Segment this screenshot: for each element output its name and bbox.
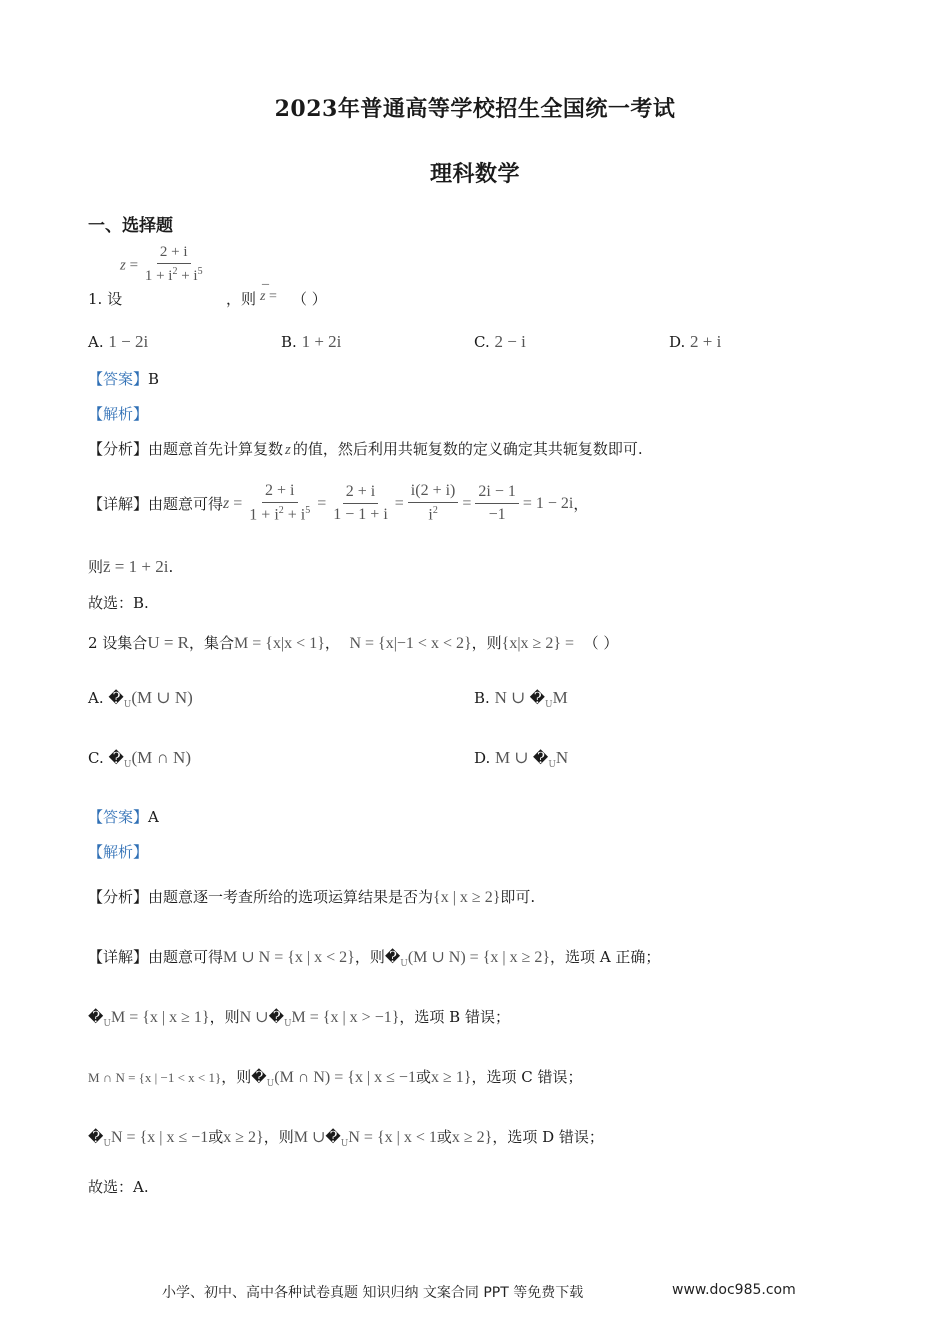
q1-zbar: _ z = xyxy=(260,272,277,304)
q1-option-c: C. 2 − i xyxy=(474,332,526,351)
q1-paren: （ ） xyxy=(292,290,327,308)
q2-fenxi: 【分析】由题意逐一考查所给的选项运算结果是否为{x | x ≥ 2}即可. xyxy=(88,888,536,906)
q1-option-d: D. 2 + i xyxy=(669,332,722,351)
q2-option-c: C. $�_U(M$ ∩ N) xyxy=(88,748,191,770)
q1-analysis-tag: 【解析】 xyxy=(88,405,149,423)
q1-choose: 故选：B. xyxy=(88,594,149,612)
q2-detail-4: $�_UN = \{x$ | x ≤ −1或x ≥ 2}，则M $\cup�_UN = \{x$ | x < 1或x ≥ 2}，选项 D 错误； xyxy=(88,1128,604,1149)
exam-subject: 理科数学 xyxy=(429,161,520,187)
q2-option-d: D. M ∪ $�_UN$ xyxy=(474,748,569,770)
footer-url[interactable]: www.doc985.com xyxy=(672,1282,796,1298)
q1-then: ，则 xyxy=(226,290,257,308)
exam-title: 2023年普通高等学校招生全国统一考试 xyxy=(274,96,676,122)
q2-answer: 【答案】A xyxy=(88,808,159,826)
footer-text: 小学、初中、高中各种试卷真题 知识归纳 文案合同 PPT 等免费下载 xyxy=(162,1285,584,1301)
q1-detail: 【详解】 由题意可得 z = $\frac{2 + i}{1 + i^2 + i^5}$ = $\frac{2 + i}{1 - 1 + i}$ = $\frac{i(2 + i)}{i^2}$ = $\frac{2i - 1}{-1}$ = 1 − 2i ， xyxy=(88,482,589,524)
q2-detail-2: $�_UM = \{x$ | x ≥ 1}，则N $\cup�_UM = \{x$ | x > −1}，选项 B 错误； xyxy=(88,1008,510,1029)
q1-formula: z = $\frac{2 + i}{1 + i^2 + i^5}$ xyxy=(120,244,203,285)
q1-then-line: 则z̄ = 1 + 2i. xyxy=(88,557,174,576)
q1-option-a: A. 1 − 2i xyxy=(88,332,149,351)
q2-stem: 2 设集合U = R，集合M = {x|x < 1}， N = {x|−1 < x < 2}，则{x|x ≥ 2} = （ ） xyxy=(88,633,619,652)
q1-option-b: B. 1 + 2i xyxy=(281,332,342,351)
q1-answer: 【答案】B xyxy=(88,370,160,388)
q2-option-b: B. N ∪ $�_UM$ xyxy=(474,688,568,710)
q2-detail-1: 【详解】由题意可得M ∪ N = {x | x < 2}，则$�_U(M$ ∪ N) = {x | x ≥ 2}，选项 A 正确； xyxy=(88,948,661,969)
q1-fenxi: 【分析】由题意首先计算复数 z 的值，然后利用共轭复数的定义确定其共轭复数即可. xyxy=(88,440,643,458)
q2-detail-3: M ∩ N = {x | −1 < x < 1}，则$�_U(M$ ∩ N) = {x | x ≤ −1或x ≥ 1}，选项 C 错误； xyxy=(88,1068,583,1089)
section-heading: 一、选择题 xyxy=(88,216,173,236)
q2-option-a: A. $�_U(M$ ∪ N) xyxy=(88,688,193,710)
q2-choose: 故选：A. xyxy=(88,1178,149,1196)
q2-analysis-tag: 【解析】 xyxy=(88,843,149,861)
q1-lead: 1. 设 xyxy=(88,290,123,308)
